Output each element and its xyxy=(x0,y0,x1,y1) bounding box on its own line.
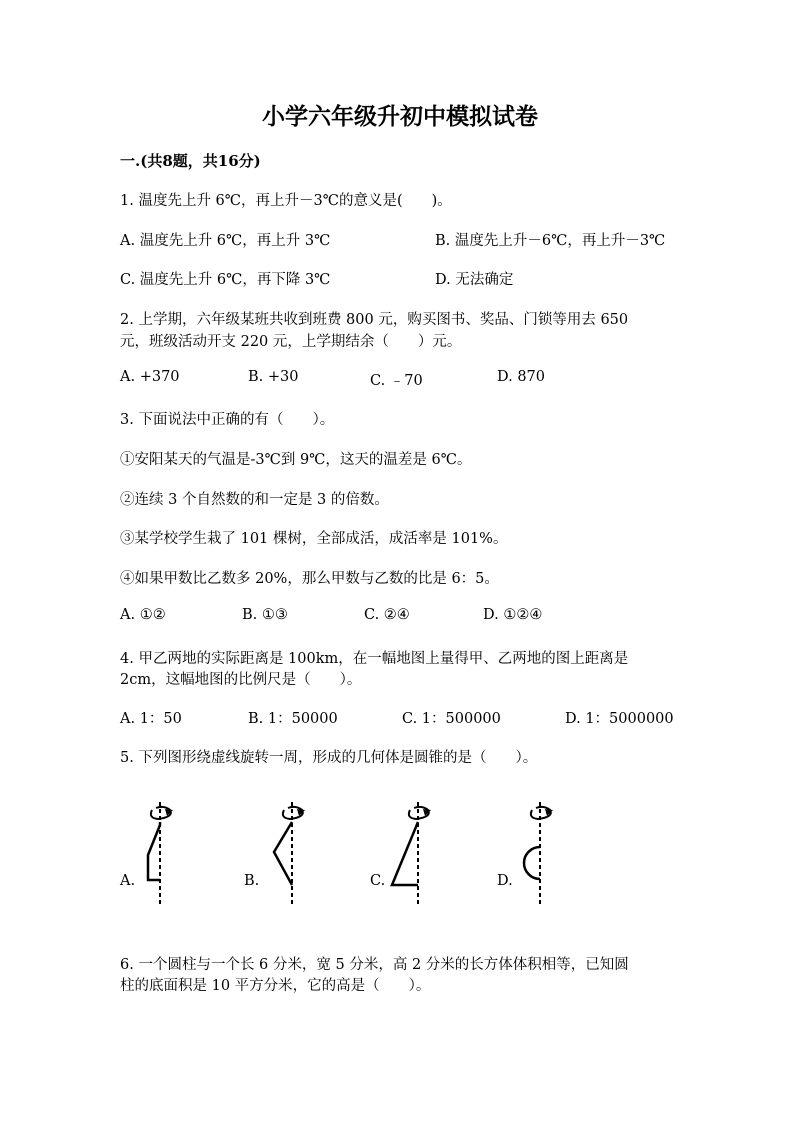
question-2-option-b: B. +30 xyxy=(248,369,299,385)
figure-c-right-triangle xyxy=(388,800,448,910)
question-4-option-c: C. 1：500000 xyxy=(402,711,501,727)
question-1-option-d: D. 无法确定 xyxy=(435,272,514,288)
question-2-option-a: A. +370 xyxy=(120,369,180,385)
question-4-stem-line-2: 2cm，这幅地图的比例尺是（ ）。 xyxy=(120,672,362,688)
question-4-option-d: D. 1：5000000 xyxy=(565,711,674,727)
page-title: 小学六年级升初中模拟试卷 xyxy=(262,103,538,130)
question-4-option-b: B. 1：50000 xyxy=(248,711,338,727)
figure-a-label: A. xyxy=(120,873,136,889)
figure-b-label: B. xyxy=(244,873,260,889)
question-2-option-d: D. 870 xyxy=(497,369,546,385)
question-1-option-b: B. 温度先上升－6℃，再上升－3℃ xyxy=(435,233,666,249)
question-1-option-a: A. 温度先上升 6℃，再上升 3℃ xyxy=(120,233,331,249)
question-5-stem: 5. 下列图形绕虚线旋转一周，形成的几何体是圆锥的是（ ）。 xyxy=(120,750,538,766)
question-3-option-a: A. ①② xyxy=(120,607,166,623)
question-3-statement-3: ③某学校学生栽了 101 棵树，全部成活，成活率是 101%。 xyxy=(120,531,508,547)
question-3-stem: 3. 下面说法中正确的有（ ）。 xyxy=(120,412,335,428)
question-3-option-c: C. ②④ xyxy=(364,607,410,623)
figure-d-semicircle xyxy=(510,800,570,910)
figure-d-label: D. xyxy=(497,873,513,889)
figure-a-trapezoid xyxy=(130,800,190,910)
question-3-statement-4: ④如果甲数比乙数多 20%，那么甲数与乙数的比是 6：5。 xyxy=(120,571,499,587)
question-3-option-d: D. ①②④ xyxy=(483,607,543,623)
question-6-stem-line-1: 6. 一个圆柱与一个长 6 分米，宽 5 分米，高 2 分米的长方体体积相等，已知圆 xyxy=(120,957,629,973)
question-4-stem-line-1: 4. 甲乙两地的实际距离是 100km，在一幅地图上量得甲、乙两地的图上距离是 xyxy=(120,651,629,667)
question-6-stem-line-2: 柱的底面积是 10 平方分米，它的高是（ ）。 xyxy=(120,978,431,994)
question-4-option-a: A. 1：50 xyxy=(120,711,182,727)
question-1-option-c: C. 温度先上升 6℃，再下降 3℃ xyxy=(120,272,331,288)
question-3-statement-1: ①安阳某天的气温是-3℃到 9℃，这天的温差是 6℃。 xyxy=(120,452,472,468)
question-2-option-c: C. ﹣70 xyxy=(370,373,423,389)
figure-c-label: C. xyxy=(370,873,386,889)
question-2-stem-line-2: 元，班级活动开支 220 元，上学期结余（ ）元。 xyxy=(120,334,462,350)
question-2-stem-line-1: 2. 上学期，六年级某班共收到班费 800 元，购买图书、奖品、门锁等用去 650 xyxy=(120,312,629,328)
question-3-option-b: B. ①③ xyxy=(242,607,288,623)
figure-b-triangle xyxy=(262,800,322,910)
question-3-statement-2: ②连续 3 个自然数的和一定是 3 的倍数。 xyxy=(120,492,389,508)
section-heading: 一.(共8题，共16分) xyxy=(120,152,261,170)
question-1-stem: 1. 温度先上升 6℃，再上升－3℃的意义是( )。 xyxy=(120,193,452,209)
